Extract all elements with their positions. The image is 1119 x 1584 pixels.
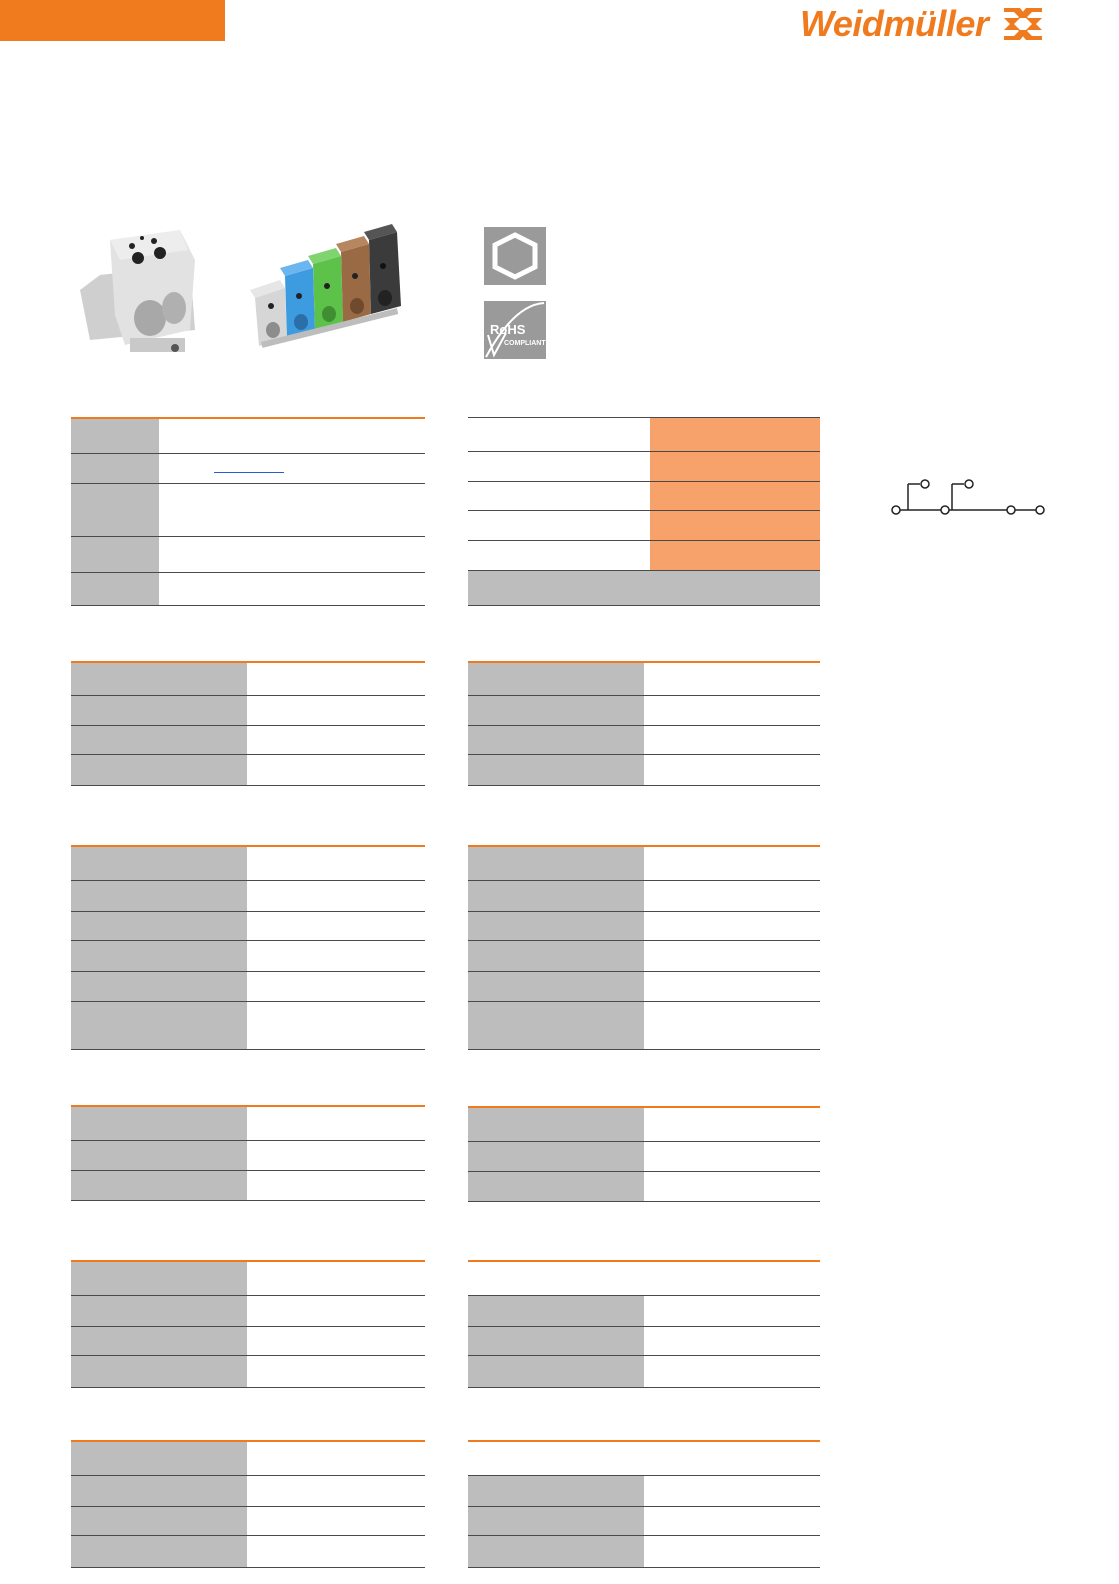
table-row xyxy=(71,881,425,912)
table-row xyxy=(71,847,425,881)
table-row xyxy=(468,1356,820,1388)
table-row xyxy=(468,972,820,1002)
terminal-block-color-set-image xyxy=(225,218,455,368)
table-row xyxy=(71,484,425,537)
table-row xyxy=(71,1002,425,1050)
spec-table-right-2 xyxy=(468,845,820,1050)
product-info-table xyxy=(71,417,425,606)
spec-table-right-4 xyxy=(468,1260,820,1388)
brand-logo xyxy=(800,0,1115,48)
spec-table-right-3 xyxy=(468,1106,820,1202)
table-row xyxy=(71,1476,425,1507)
table-row xyxy=(71,726,425,755)
table-row xyxy=(71,972,425,1002)
table-row xyxy=(71,1262,425,1296)
table-row xyxy=(468,663,820,696)
table-row xyxy=(468,1142,820,1172)
rohs-compliant-icon xyxy=(484,301,546,359)
table-row xyxy=(71,1536,425,1568)
terminal-block-grey-single-image xyxy=(70,220,205,365)
table-row xyxy=(71,1327,425,1356)
table-row xyxy=(71,1442,425,1476)
table-row xyxy=(468,482,820,511)
table-row xyxy=(468,755,820,786)
table-row xyxy=(71,663,425,696)
spec-table-left-2 xyxy=(71,845,425,1050)
table-row xyxy=(468,726,820,755)
table-row xyxy=(468,1507,820,1536)
table-row xyxy=(468,571,820,606)
spec-table-left-5 xyxy=(71,1440,425,1568)
spec-table-left-3 xyxy=(71,1105,425,1201)
table-row xyxy=(468,1327,820,1356)
table-row xyxy=(71,755,425,786)
header-accent-bar xyxy=(0,0,225,41)
rohs-label: RoHS xyxy=(490,322,526,337)
table-row xyxy=(468,696,820,726)
table-row xyxy=(71,537,425,573)
spec-table-left-1 xyxy=(71,661,425,786)
table-row xyxy=(71,696,425,726)
product-link[interactable] xyxy=(214,472,284,473)
table-row xyxy=(71,454,425,484)
table-row xyxy=(71,419,425,454)
order-data-table xyxy=(468,417,820,606)
table-row xyxy=(468,1172,820,1202)
table-row xyxy=(71,1107,425,1141)
table-row xyxy=(71,1507,425,1536)
weidmuller-logo-mark-icon xyxy=(1000,4,1046,44)
table-row xyxy=(71,1296,425,1327)
table-row xyxy=(468,1108,820,1142)
table-row xyxy=(468,418,820,452)
table-row xyxy=(71,1141,425,1171)
table-row xyxy=(71,573,425,606)
spec-table-right-5 xyxy=(468,1440,820,1568)
table-row xyxy=(468,1536,820,1568)
hexagon-drive-icon xyxy=(484,227,546,285)
table-row xyxy=(468,541,820,571)
table-row xyxy=(71,1356,425,1388)
spec-table-right-1 xyxy=(468,661,820,786)
table-row xyxy=(468,1296,820,1327)
table-row xyxy=(468,1476,820,1507)
brand-name: Weidmüller xyxy=(800,3,989,44)
table-row xyxy=(468,1262,820,1296)
spec-table-left-4 xyxy=(71,1260,425,1388)
table-row xyxy=(468,1002,820,1050)
table-row xyxy=(468,847,820,881)
table-row xyxy=(71,912,425,941)
table-row xyxy=(71,1171,425,1201)
table-row xyxy=(468,452,820,482)
table-row xyxy=(468,912,820,941)
rohs-compliant-label: COMPLIANT xyxy=(504,340,546,347)
table-row xyxy=(468,511,820,541)
table-row xyxy=(468,881,820,912)
table-row xyxy=(71,941,425,972)
table-row xyxy=(468,1442,820,1476)
table-row xyxy=(468,941,820,972)
terminal-circuit-diagram-icon xyxy=(890,476,1052,518)
